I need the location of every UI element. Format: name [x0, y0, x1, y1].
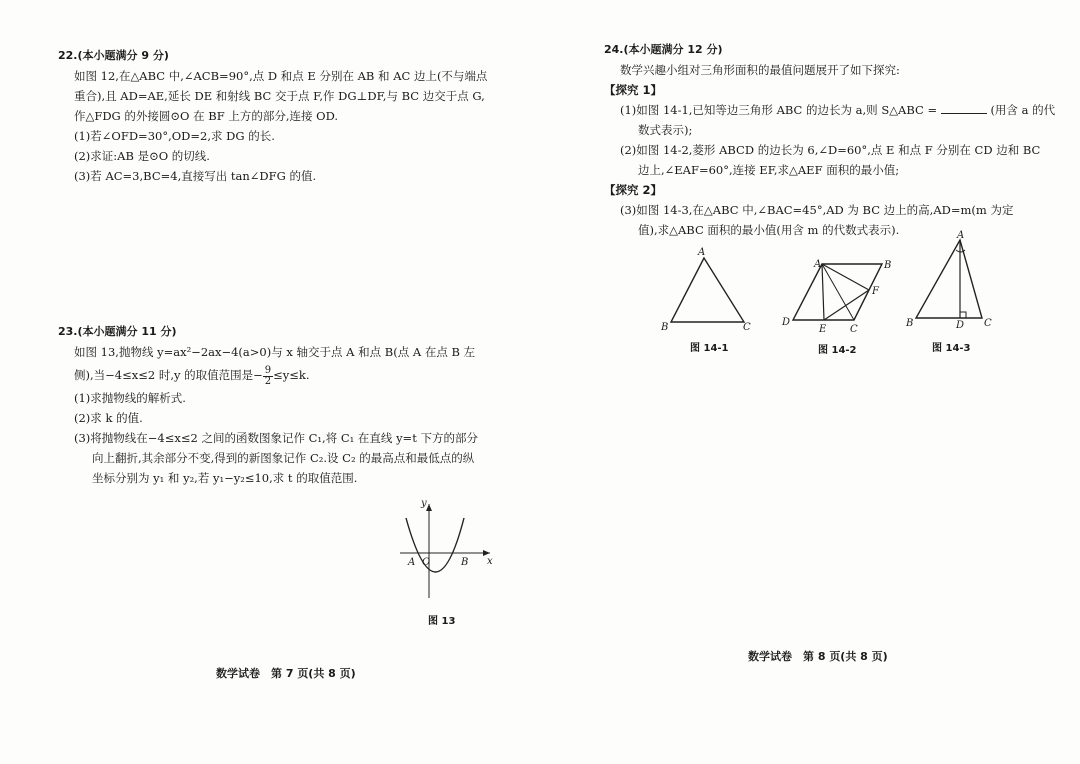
page-8: [540, 0, 1080, 764]
question-22: [58, 46, 528, 186]
vertex-b-label: B: [906, 318, 914, 329]
fraction-nine-halves: [263, 366, 273, 387]
point-b-label: B: [461, 557, 469, 568]
q24-part-3b: 值),求△ABC 面积的最小值(用含 m 的代数式表示).: [638, 223, 900, 237]
vertex-b-label: B: [661, 322, 669, 333]
figure-14-3-caption: 图 14-3: [932, 343, 971, 354]
q23-line-2: [58, 362, 528, 388]
question-23: [58, 322, 528, 488]
footer-page-8: 数学试卷 第 8 页(共 8 页): [748, 650, 888, 663]
vertex-c-label: C: [984, 318, 992, 329]
figure-14-1-caption: 图 14-1: [690, 343, 729, 354]
q22-line-3: 作△FDG 的外接圆⊙O 在 BF 上方的部分,连接 OD.: [74, 109, 339, 123]
vertex-c-label: C: [850, 324, 858, 335]
q22-part-1: (1)若∠OFD=30°,OD=2,求 DG 的长.: [74, 129, 275, 143]
q22-part-2: (2)求证:AB 是⊙O 的切线.: [74, 149, 210, 163]
y-axis-arrow: [426, 504, 432, 511]
q23-part-1: (1)求抛物线的解析式.: [74, 391, 186, 405]
triangle-abc: [916, 240, 982, 318]
q23-line-2a: 侧),当−4≤x≤2 时,y 的取值范围是−: [74, 368, 263, 382]
q23-header: 23.(本小题满分 11 分): [58, 325, 177, 338]
point-e-label: E: [819, 324, 827, 335]
q22-line-2: 重合),且 AD=AE,延长 DE 和射线 BC 交于点 F,作 DG⊥DF,与 BC 边交于点 G,: [74, 89, 485, 103]
q24-part-1-text-b: (用含 a 的代: [990, 103, 1056, 117]
figure-14-2-rhombus: [780, 252, 890, 336]
figure-13-caption: 图 13: [428, 616, 456, 627]
q24-part-2b: 边上,∠EAF=60°,连接 EF,求△AEF 面积的最小值;: [638, 163, 900, 177]
q23-line-2b: ≤y≤k.: [273, 368, 310, 382]
triangle-abc: [671, 258, 744, 322]
right-angle-mark: [960, 312, 966, 318]
explore-2-label: 【探究 2】: [604, 183, 663, 197]
x-axis-label: x: [487, 556, 493, 567]
vertex-a-label: A: [698, 247, 706, 258]
figure-13-parabola: [392, 494, 496, 600]
q22-line-1: 如图 12,在△ABC 中,∠ACB=90°,点 D 和点 E 分别在 AB 和 AC 边上(不与端点: [74, 69, 488, 83]
figure-14-2-caption: 图 14-2: [818, 345, 857, 356]
explore-1-label: 【探究 1】: [604, 83, 663, 97]
vertex-a-label: A: [814, 259, 822, 270]
q23-part-3b: 向上翻折,其余部分不变,得到的新图象记作 C₂.设 C₂ 的最高点和最低点的纵: [92, 451, 475, 465]
q24-part-1-text: (1)如图 14-1,已知等边三角形 ABC 的边长为 a,则 S△ABC =: [620, 103, 938, 117]
figure-14-3-triangle-altitude: [904, 228, 994, 332]
origin-label: O: [422, 557, 431, 568]
q24-part-3a: (3)如图 14-3,在△ABC 中,∠BAC=45°,AD 为 BC 边上的高,AD=m(m 为定: [620, 203, 1014, 217]
q24-part-1c: 数式表示);: [638, 123, 693, 137]
point-a-label: A: [408, 557, 416, 568]
footer-page-7: 数学试卷 第 7 页(共 8 页): [216, 667, 356, 680]
foot-d-label: D: [956, 320, 965, 331]
q24-part-2a: (2)如图 14-2,菱形 ABCD 的边长为 6,∠D=60°,点 E 和点 F 分别在 CD 边和 BC: [620, 143, 1041, 157]
point-f-label: F: [872, 286, 879, 297]
q24-part-1a: [604, 100, 1074, 120]
q22-part-3: (3)若 AC=3,BC=4,直接写出 tan∠DFG 的值.: [74, 169, 317, 183]
q23-part-3a: (3)将抛物线在−4≤x≤2 之间的函数图象记作 C₁,将 C₁ 在直线 y=t 下方的部分: [74, 431, 478, 445]
y-axis-label: y: [421, 498, 427, 509]
q22-header: 22.(本小题满分 9 分): [58, 49, 169, 62]
vertex-b-label: B: [884, 260, 892, 271]
figure-14-1-equilateral-triangle: [660, 244, 754, 334]
vertex-c-label: C: [743, 322, 751, 333]
q24-intro: 数学兴趣小组对三角形面积的最值问题展开了如下探究:: [620, 63, 900, 77]
q23-part-2: (2)求 k 的值.: [74, 411, 143, 425]
answer-blank: [941, 100, 987, 114]
q23-line-1: 如图 13,抛物线 y=ax²−2ax−4(a>0)与 x 轴交于点 A 和点 B(点 A 在点 B 左: [74, 345, 476, 359]
segment-ae: [822, 264, 824, 320]
vertex-a-label: A: [957, 230, 965, 241]
frac-numerator: 9: [264, 364, 272, 376]
q23-part-3c: 坐标分别为 y₁ 和 y₂,若 y₁−y₂≤10,求 t 的取值范围.: [92, 471, 358, 485]
vertex-d-label: D: [782, 317, 791, 328]
frac-denominator: 2: [264, 375, 272, 387]
q24-header: 24.(本小题满分 12 分): [604, 43, 723, 56]
question-24: [604, 40, 1074, 240]
